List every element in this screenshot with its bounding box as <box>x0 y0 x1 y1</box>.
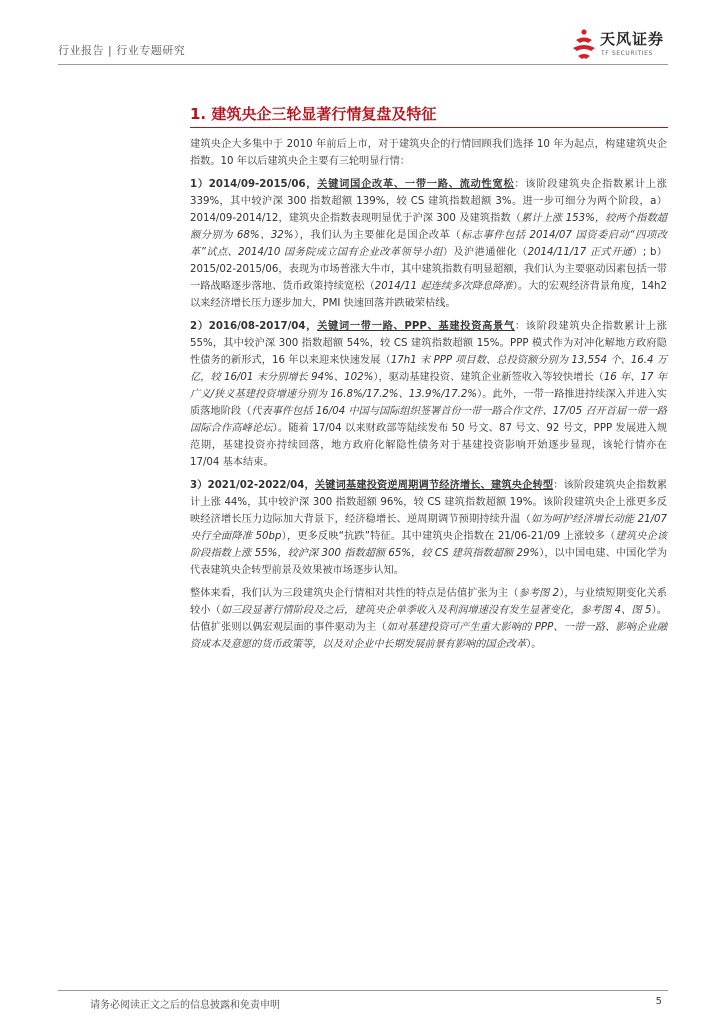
phase-1-note-1: 累计上涨 153%，较两个指数超额分别为 68%、32% <box>190 213 667 241</box>
phase-1-text-2: ），我们认为主要催化是国企改革（ <box>293 230 462 241</box>
disclaimer-link[interactable]: 请务必阅读正文之后的信息披露和免责申明 <box>90 1000 280 1011</box>
phase-1-note-3: 2014/11/17 正式开通 <box>527 247 633 258</box>
phase-2-paragraph <box>190 318 667 471</box>
phase-2-text-3: ）。此外，一带一路推进持续深入并进入实质落地阶段（ <box>190 389 667 417</box>
summary-text-1: 整体来看，我们认为三段建筑央企行情相对共性的特点是估值扩张为主（ <box>190 588 519 599</box>
phase-1-note-4: 2014/11 起连续多次降息降准 <box>374 281 513 292</box>
phase-2-note-3: 代表事件包括 16/04 中国与国际组织签署首份一带一路合作文件、17/05 召开首届一带一路国际合作高峰论坛 <box>190 406 667 434</box>
phase-1-text-3: ）及沪港通催化（ <box>442 247 528 258</box>
header-divider <box>58 64 668 65</box>
report-body <box>190 136 667 659</box>
phase-2-note-2: 16 年、17 年广义/狭义基建投资增速分别为 16.8%/17.2%、13.9%/17.2% <box>190 372 668 400</box>
phase-2-text-4: ）。随着 17/04 以来财政部等陆续发布 50 号文、87 号文、92 号文，PPP 发展进入规范期，基建投资亦持续回落，地方政府化解隐性债务对于基建投资影响开始逐步显现，该轮行情亦在 17/04 基本结束。 <box>190 423 668 468</box>
phase-3-note-2: 建筑央企该阶段指数上涨 55%，较沪深 300 指数超额 65%，较 CS 建筑指数超额 29% <box>190 531 668 559</box>
intro-paragraph: 建筑央企大多集中于 2010 年前后上市，对于建筑央企的行情回顾我们选择 10 年为起点，构建建筑央企指数。10 年以后建筑央企主要有三轮明显行情： <box>190 139 667 167</box>
phase-1-paragraph <box>190 176 667 312</box>
phase-1-text-4: ）; b）2015/02-2015/06，表现为市场普涨大牛市，其中建筑指数有明显超额，我们认为主要驱动因素包括一带一路战略逐步落地、货币政策持续宽松（ <box>190 247 667 292</box>
phase-2-text-2: ），驱动基建投资、建筑企业新签收入等较快增长（ <box>373 372 604 383</box>
page-number: 5 <box>655 996 662 1007</box>
summary-text-3: ）。估值扩张则以偶宏观层面的事件驱动为主（ <box>190 605 667 633</box>
summary-text-2: ），与业绩短期变化关系较小（ <box>190 588 667 616</box>
summary-paragraph <box>190 585 667 653</box>
phase-1-text-5: ）。大的宏观经济背景角度，14h2 以来经济增长压力逐步加大，PMI 快速回落并跌破荣枯线。 <box>190 281 667 309</box>
phase-3-period: 3）2021/02-2022/04， <box>190 480 315 491</box>
phase-2-text-1: ：该阶段建筑央企指数累计上涨 55%，其中较沪深 300 指数超额 54%，较 CS 建筑指数超额 15%。PPP 模式作为对冲化解地方政府隐性债务的新形式，16 年以来迎来快速发展（ <box>190 321 667 366</box>
summary-note-2: 如三段显著行情阶段及之后，建筑央企单季收入及利润增速没有发生显著变化，参考图 4、图 5 <box>220 605 652 616</box>
footer-divider <box>58 990 668 991</box>
phase-3-note-1: 如为呵护经济增长动能 21/07 央行全面降准 50bp <box>190 514 667 542</box>
phase-2-keywords: 关键词一带一路、PPP、基建投资高景气 <box>317 321 515 332</box>
report-category: 行业报告 | 行业专题研究 <box>58 44 186 57</box>
summary-note-3: 如对基建投资可产生重大影响的 PPP、一带一路、影响企业融资成本及意愿的货币政策等，以及对企业中长期发展前景有影响的国企改革 <box>190 622 668 650</box>
section-title-underline <box>190 127 668 128</box>
phase-1-text-1: ：该阶段建筑央企指数累计上涨 339%，其中较沪深 300 指数超额 139%，较 CS 建筑指数超额 3%。进一步可细分为两个阶段，a）2014/09-2014/12，建筑央企指数表现明显优于沪深 300 及建筑指数（ <box>190 179 667 224</box>
phase-3-keywords: 关键词基建投资逆周期调节经济增长、建筑央企转型 <box>314 480 554 491</box>
phase-3-text-2: ），更多反映“抗跌”特征。其中建筑央企指数在 21/06-21/09 上涨较多（ <box>281 531 616 542</box>
brand-name-en: TF SECURITIES <box>601 50 653 57</box>
phase-3-text-1: ：该阶段建筑央企指数累计上涨 44%，其中较沪深 300 指数超额 96%，较 CS 建筑指数超额 19%。该阶段建筑央企上涨更多反映经济增长压力边际加大背景下，经济稳增长、逆周期调节预期持续升温（ <box>190 480 668 525</box>
brand-name-cn: 天风证券 <box>600 30 665 48</box>
phase-3-paragraph <box>190 477 667 579</box>
phase-1-note-2: 标志事件包括 2014/07 国资委启动“四项改革”试点、2014/10 国务院成立国有企业改革领导小组 <box>190 230 667 258</box>
phase-1-period: 1）2014/09-2015/06， <box>190 179 318 190</box>
phase-3-text-3: ），以中国电建、中国化学为代表建筑央企转型前景及效果被市场逐步认知。 <box>190 548 668 576</box>
summary-text-4: ）。 <box>526 639 542 650</box>
summary-note-1: 参考图 2 <box>518 588 560 599</box>
section-title: 1. 建筑央企三轮显著行情复盘及特征 <box>190 105 437 123</box>
phase-2-period: 2）2016/08-2017/04， <box>190 321 318 332</box>
phase-1-keywords: 关键词国企改革、一带一路、流动性宽松 <box>317 179 515 190</box>
phase-2-note-1: 17h1 末 PPP 项目数、总投资额分别为 13,554 个、16.4 万亿，较 16/01 末分别增长 94%、102% <box>190 355 668 383</box>
